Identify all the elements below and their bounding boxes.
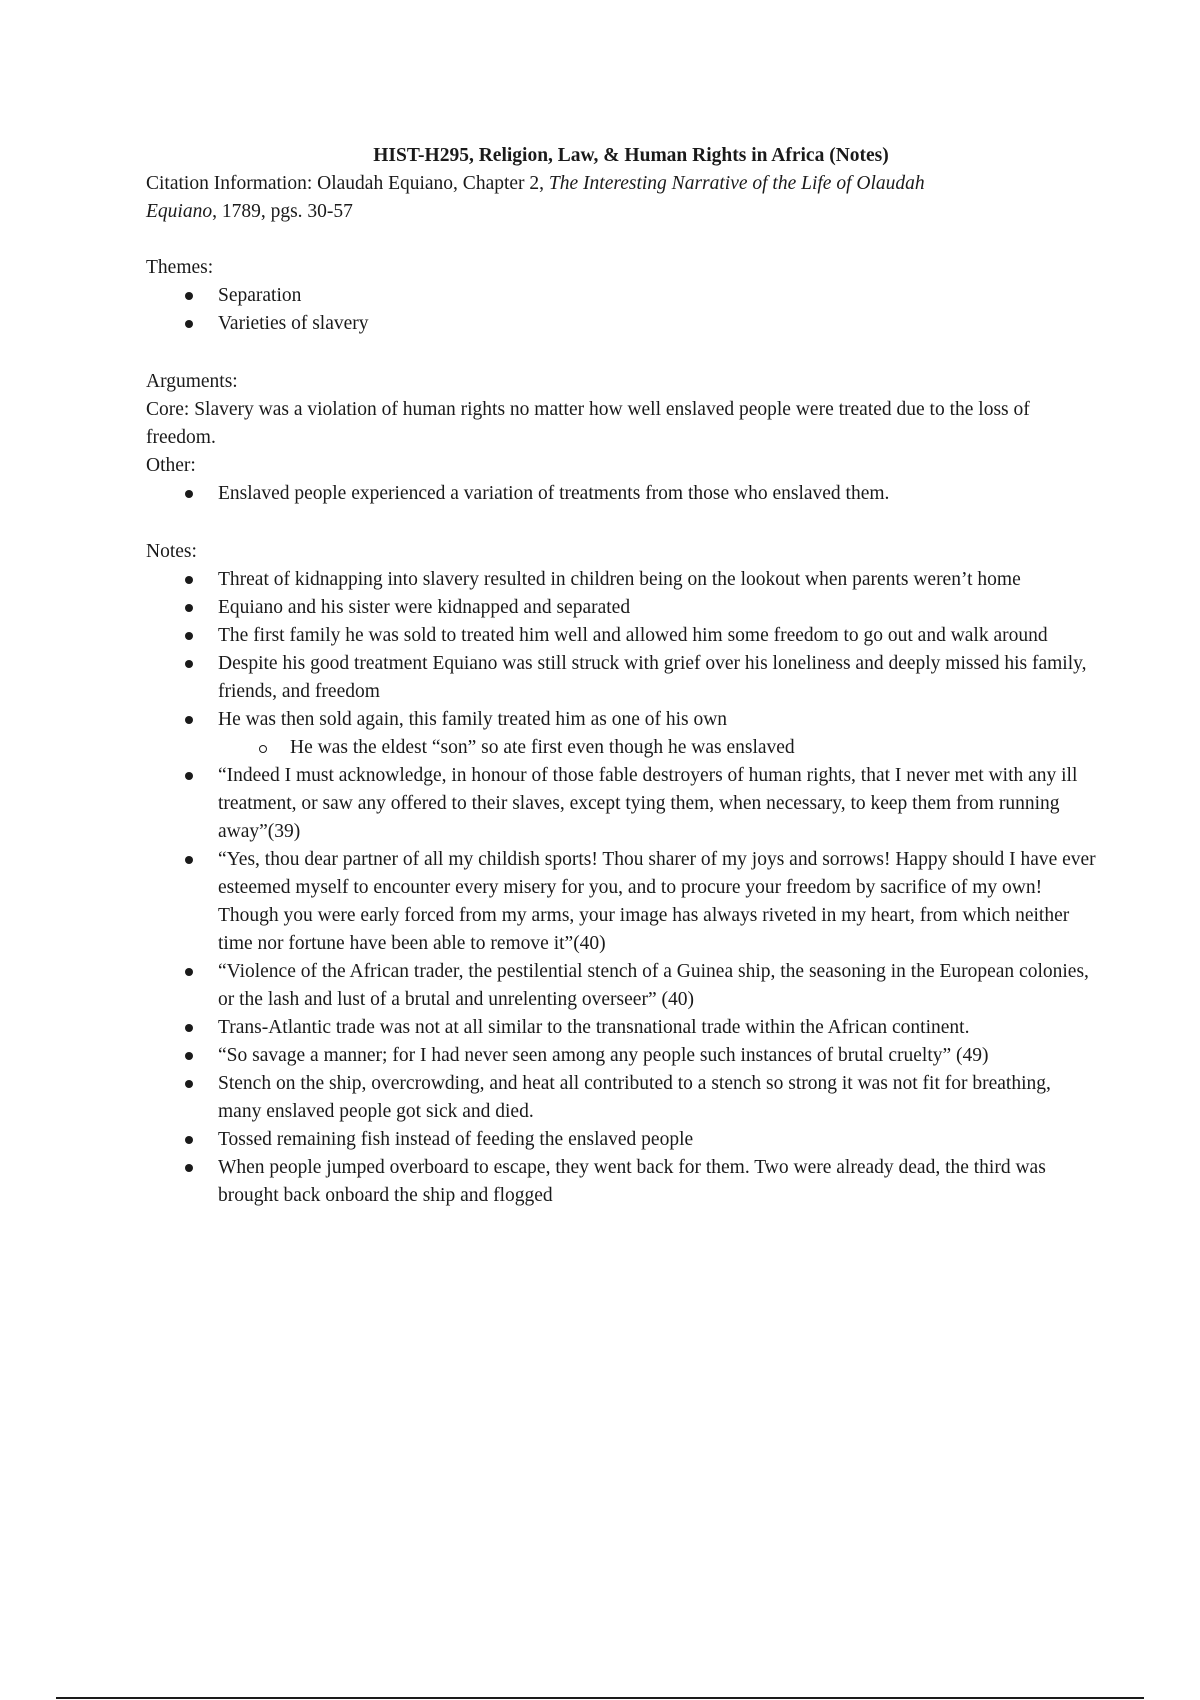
list-item: Threat of kidnapping into slavery resulted in children being on the lookout when parents weren’t home — [146, 566, 1096, 594]
list-item: “Yes, thou dear partner of all my childish sports! Thou sharer of my joys and sorrows! Happy should I have ever esteemed myself to encounter every misery for you, and to procure your freedom by sacrifice of my own! Though you were early forced from my arms, your image has always riveted in my heart, from which neither time nor fortune have been able to remove it”(40) — [146, 846, 1096, 958]
list-item: “Violence of the African trader, the pestilential stench of a Guinea ship, the seasoning in the European colonies, or the lash and lust of a brutal and unrelenting overseer” (40) — [146, 958, 1096, 1014]
list-item-text: He was then sold again, this family treated him as one of his own — [218, 709, 728, 730]
notes-list — [146, 566, 1096, 1210]
list-item: Stench on the ship, overcrowding, and heat all contributed to a stench so strong it was not fit for breathing, many enslaved people got sick and died. — [146, 1070, 1096, 1126]
list-item: When people jumped overboard to escape, they went back for them. Two were already dead, the third was brought back onboard the ship and flogged — [146, 1154, 1096, 1210]
citation-book-title-1: The Interesting Narrative of the Life of Olaudah — [548, 173, 925, 194]
other-arguments-list — [146, 480, 1096, 508]
citation-suffix: , 1789, pgs. 30-57 — [212, 201, 353, 222]
core-argument: Core: Slavery was a violation of human rights no matter how well enslaved people were treated due to the loss of freedom. — [146, 399, 1030, 448]
list-item: Separation — [146, 282, 1096, 310]
notes-heading: Notes: — [146, 541, 197, 562]
list-item: “Indeed I must acknowledge, in honour of those fable destroyers of human rights, that I never met with any ill treatment, or saw any offered to their slaves, except tying them, when necessary, to keep them from running away”(39) — [146, 762, 1096, 846]
bottom-divider — [56, 1697, 1144, 1699]
list-item: Trans-Atlantic trade was not at all similar to the transnational trade within the African continent. — [146, 1014, 1096, 1042]
arguments-heading: Arguments: — [146, 371, 238, 392]
list-item: Despite his good treatment Equiano was still struck with grief over his loneliness and deeply missed his family, friends, and freedom — [146, 650, 1096, 706]
list-item — [146, 706, 1096, 762]
page-title: HIST-H295, Religion, Law, & Human Rights in Africa (Notes) — [373, 145, 889, 166]
list-item: The first family he was sold to treated him well and allowed him some freedom to go out and walk around — [146, 622, 1096, 650]
list-item: Varieties of slavery — [146, 310, 1096, 338]
sub-list — [218, 734, 1096, 762]
document-page — [146, 142, 1096, 1210]
themes-list — [146, 282, 1096, 338]
list-item: Equiano and his sister were kidnapped and separated — [146, 594, 1096, 622]
citation-book-title-2: Equiano — [146, 201, 213, 222]
list-item: “So savage a manner; for I had never seen among any people such instances of brutal cruelty” (49) — [146, 1042, 1096, 1070]
citation-prefix: Citation Information: Olaudah Equiano, Chapter 2, — [146, 173, 549, 194]
sub-list-item: He was the eldest “son” so ate first even though he was enslaved — [146, 734, 1096, 762]
citation — [146, 170, 1096, 226]
themes-heading: Themes: — [146, 257, 214, 278]
other-heading: Other: — [146, 455, 196, 476]
list-item: Tossed remaining fish instead of feeding the enslaved people — [146, 1126, 1096, 1154]
list-item: Enslaved people experienced a variation of treatments from those who enslaved them. — [146, 480, 1096, 508]
